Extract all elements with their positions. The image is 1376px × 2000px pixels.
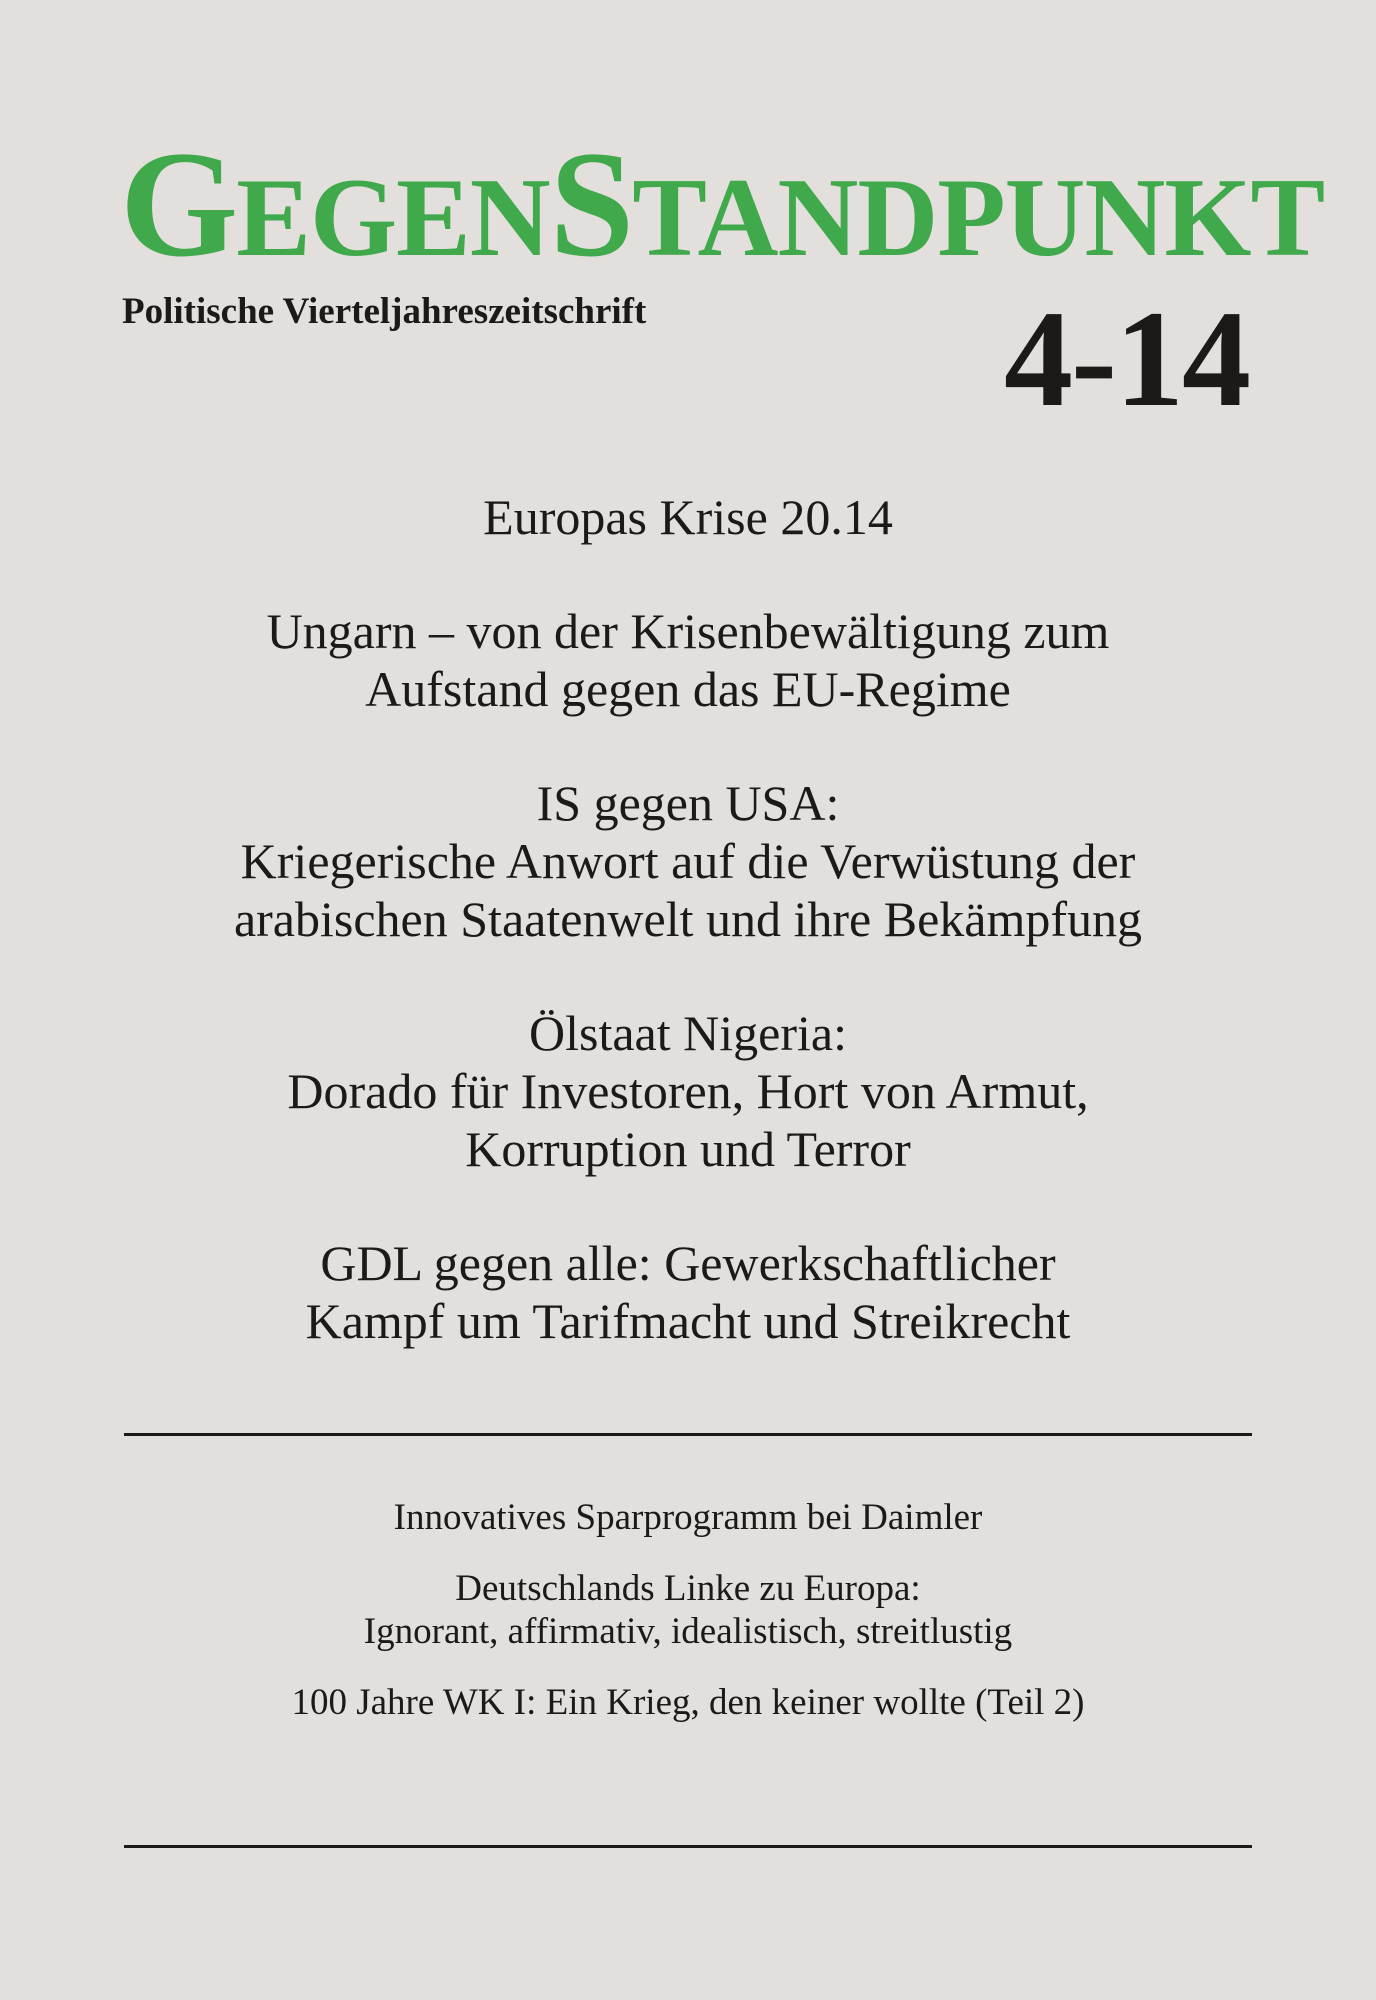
issue-number: 4-14 xyxy=(1004,282,1249,435)
article-line: Europas Krise 20.14 xyxy=(483,489,893,545)
article-line: arabischen Staatenwelt und ihre Bekämpfung xyxy=(233,891,1143,947)
minor-article-line: Innovatives Sparprogramm bei Daimler xyxy=(393,1497,983,1538)
article-europas-krise xyxy=(0,488,1376,546)
minor-article-line: Ignorant, affirmativ, idealistisch, streitlustig xyxy=(363,1611,1013,1652)
minor-article-daimler xyxy=(0,1496,1376,1539)
article-line: Aufstand gegen das EU-Regime xyxy=(365,661,1011,717)
minor-article-wk1 xyxy=(0,1681,1376,1724)
masthead-title-rest-1: EGEN xyxy=(236,156,550,280)
minor-article-list xyxy=(0,1496,1376,1752)
masthead-title-rest-2: TANDPUNKT xyxy=(632,156,1325,280)
article-line: Dorado für Investoren, Hort von Armut, xyxy=(287,1063,1089,1119)
minor-article-line: 100 Jahre WK I: Ein Krieg, den keiner wollte (Teil 2) xyxy=(291,1682,1085,1723)
masthead-title-cap-2: S xyxy=(549,120,633,288)
article-line: IS gegen USA: xyxy=(536,775,840,831)
article-gdl xyxy=(0,1234,1376,1350)
article-line: Kriegerische Anwort auf die Verwüstung der xyxy=(240,833,1136,889)
masthead-title xyxy=(120,120,1325,288)
divider-rule-bottom xyxy=(124,1845,1252,1848)
masthead-subtitle: Politische Vierteljahreszeitschrift xyxy=(122,291,647,332)
article-line: Ungarn – von der Krisenbewältigung zum xyxy=(266,603,1110,659)
article-line: Ölstaat Nigeria: xyxy=(529,1005,847,1061)
minor-article-linke-europa xyxy=(0,1567,1376,1653)
divider-rule-top xyxy=(124,1433,1252,1436)
article-line: Kampf um Tarifmacht und Streikrecht xyxy=(305,1293,1071,1349)
minor-article-line: Deutschlands Linke zu Europa: xyxy=(455,1568,921,1609)
masthead-title-cap-1: G xyxy=(120,120,237,288)
main-article-list xyxy=(0,488,1376,1406)
article-nigeria xyxy=(0,1004,1376,1178)
article-ungarn xyxy=(0,602,1376,718)
article-line: Korruption und Terror xyxy=(465,1121,911,1177)
article-is-gegen-usa xyxy=(0,774,1376,948)
article-line: GDL gegen alle: Gewerkschaftlicher xyxy=(320,1235,1056,1291)
